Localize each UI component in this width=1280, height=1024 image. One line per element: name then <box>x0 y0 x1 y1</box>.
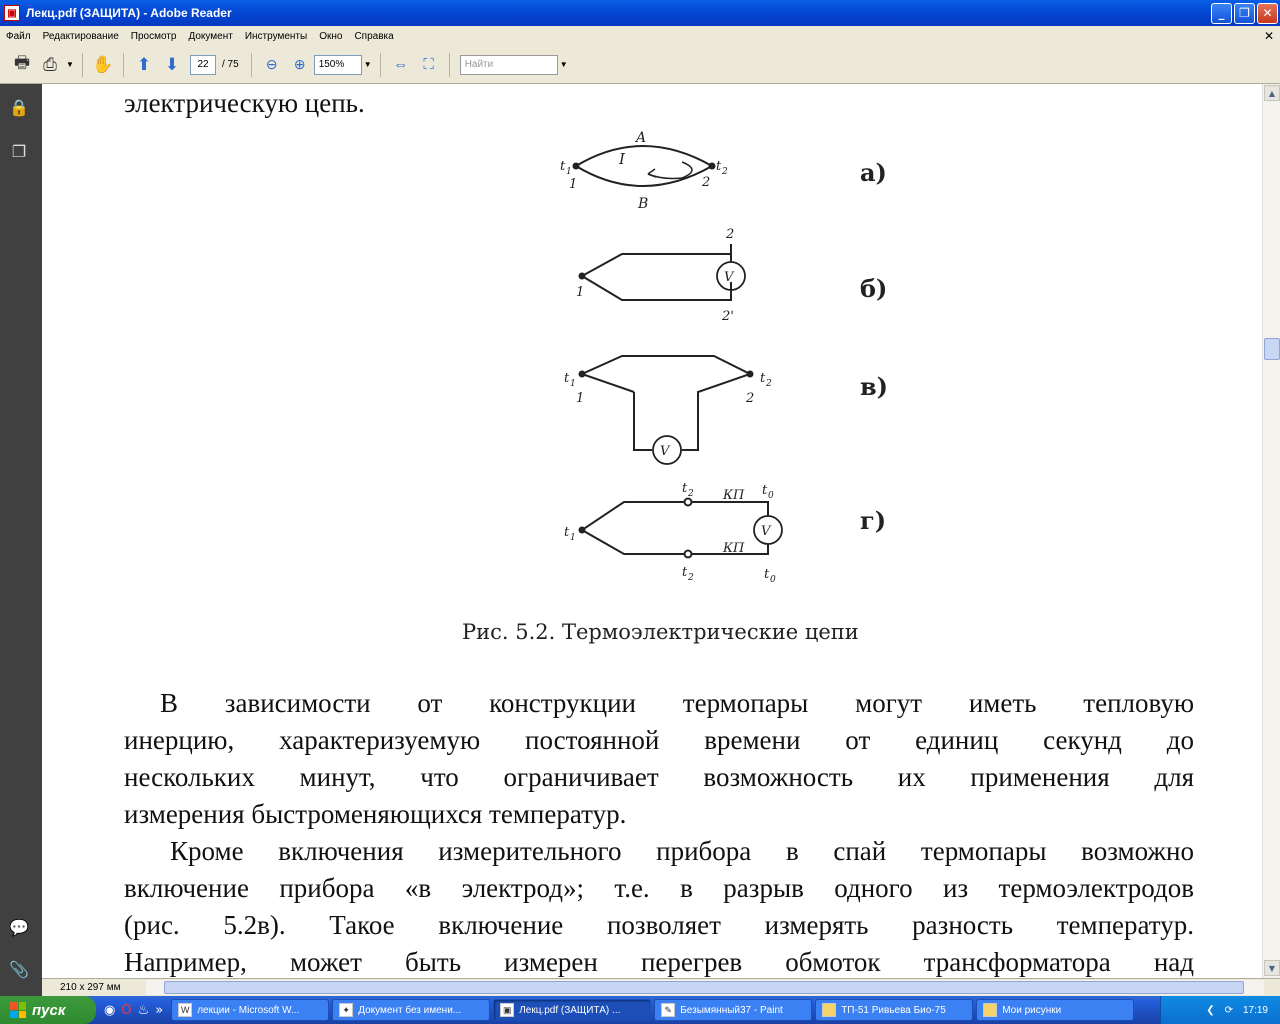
c-sub-1: 1 <box>570 379 576 389</box>
d-label-t0-bottom: t <box>764 567 770 582</box>
b-label-2: 2 <box>726 227 735 242</box>
b-label-V: V <box>724 270 734 285</box>
task-paint[interactable]: ✎ Безымянный37 - Paint <box>654 999 812 1021</box>
export-icon[interactable]: ⎙ <box>43 54 57 74</box>
menu-bar <box>0 26 1280 46</box>
task-folder-tp51[interactable]: ТП-51 Ривьева Био-75 <box>815 999 973 1021</box>
close-button[interactable]: ✕ <box>1257 3 1278 24</box>
c-label-2: 2 <box>746 391 755 406</box>
d-sub-2-bottom: 2 <box>688 573 694 583</box>
tray-expand-icon[interactable]: ❮ <box>1206 1004 1215 1016</box>
separator <box>123 53 124 77</box>
a-sub-2: 2 <box>722 167 728 177</box>
d-label-kp-top: КП <box>723 488 745 503</box>
start-button[interactable] <box>0 996 96 1024</box>
a-label-t1: t <box>560 159 566 174</box>
paragraph-2-line-3: (рис. 5.2в). Такое включение позволяет измерять разность температур. <box>124 910 1194 940</box>
separator <box>82 53 83 77</box>
paragraph-2-line-2: включение прибора «в электрод»; т.е. в разрыв одного из термоэлектродов <box>124 873 1194 903</box>
d-sub-0-top: 0 <box>768 491 774 501</box>
minimize-button[interactable]: _ <box>1211 3 1232 24</box>
c-label-1: 1 <box>576 391 585 406</box>
browser-icon[interactable]: ◉ <box>104 1002 116 1018</box>
opera-icon[interactable]: O <box>121 1002 132 1018</box>
scroll-up-icon[interactable]: ▲ <box>1264 85 1280 101</box>
a-label-2: 2 <box>702 175 711 190</box>
previous-page-icon[interactable]: ⬆ <box>136 54 152 74</box>
a-label-B: B <box>638 196 649 212</box>
comments-icon[interactable]: 💬 <box>9 917 29 937</box>
c-label-V: V <box>660 444 670 459</box>
figure-label-a: а) <box>860 158 887 187</box>
figure-label-d: г) <box>860 506 887 535</box>
menu-file[interactable]: Файл <box>6 30 31 42</box>
vertical-scrollbar[interactable] <box>1262 84 1280 978</box>
task-folder-pictures[interactable]: Мои рисунки <box>976 999 1134 1021</box>
diagram-c <box>564 356 772 464</box>
menu-edit[interactable]: Редактирование <box>42 30 119 42</box>
paragraph-1-line-1: В зависимости от конструкции термопары могут иметь тепловую <box>160 688 1194 718</box>
diagram-b <box>576 227 745 324</box>
next-page-icon[interactable]: ⬇ <box>164 54 180 74</box>
task-word[interactable]: W лекции - Microsoft W... <box>171 999 329 1021</box>
word-icon: W <box>178 1003 192 1017</box>
lock-icon[interactable]: 🔒 <box>9 97 29 117</box>
task-document[interactable]: ✦ Документ без имени... <box>332 999 490 1021</box>
fit-width-icon[interactable]: ⇔ <box>393 56 409 73</box>
c-label-t1: t <box>564 371 570 386</box>
c-label-t2: t <box>760 371 766 386</box>
page-size: 210 x 297 мм <box>60 982 121 993</box>
zoom-in-icon[interactable]: ⊕ <box>293 56 306 72</box>
menu-help[interactable]: Справка <box>354 30 394 42</box>
b-label-2prime: 2' <box>722 309 734 324</box>
clock: 17:19 <box>1242 1004 1268 1016</box>
scroll-down-icon[interactable]: ▼ <box>1264 960 1280 976</box>
zoom-dropdown-icon[interactable]: ▼ <box>363 60 372 69</box>
window-title: Лекц.pdf (ЗАЩИТА) - Adobe Reader <box>26 6 232 20</box>
taskbar <box>0 996 1280 1024</box>
figure-caption: Рис. 5.2. Термоэлектрические цепи <box>462 620 859 644</box>
scroll-thumb[interactable] <box>1264 338 1280 360</box>
figure-label-c: в) <box>860 372 889 401</box>
system-tray <box>1160 996 1280 1024</box>
separator <box>251 53 252 77</box>
task-pdf[interactable]: ▣ Лекц.pdf (ЗАЩИТА) ... <box>493 999 651 1021</box>
folder-icon <box>822 1003 836 1017</box>
figure-label-b: б) <box>860 274 888 303</box>
d-label-t2-top: t <box>682 481 688 496</box>
print-icon[interactable]: 🖶 <box>13 53 31 72</box>
horizontal-scroll-thumb[interactable] <box>164 981 1244 994</box>
d-label-V: V <box>761 524 771 539</box>
page-number-input[interactable]: 22 <box>190 55 216 75</box>
paragraph-1-line-4: измерения быстроменяющихся температур. <box>124 799 627 829</box>
thermocouple-figure <box>42 84 1262 604</box>
d-label-t1: t <box>564 525 570 540</box>
b-label-1: 1 <box>576 285 585 300</box>
menu-window[interactable]: Окно <box>319 30 343 42</box>
d-label-t2-bottom: t <box>682 565 688 580</box>
status-bar <box>42 978 1280 996</box>
paint-icon: ✎ <box>661 1003 675 1017</box>
c-sub-2: 2 <box>766 379 772 389</box>
maximize-button[interactable]: ❐ <box>1234 3 1255 24</box>
diagram-a <box>560 130 728 212</box>
d-label-t0-top: t <box>762 483 768 498</box>
export-dropdown-icon[interactable]: ▼ <box>66 60 74 69</box>
a-label-1: 1 <box>569 177 578 192</box>
find-input[interactable]: Найти <box>460 55 558 75</box>
d-sub-1: 1 <box>570 533 576 543</box>
pages-icon[interactable]: ❐ <box>11 141 27 161</box>
app-launch-icon[interactable]: ♨ <box>137 1002 150 1018</box>
paragraph-2-line-4: Например, может быть измерен перегрев обмоток трансформатора над <box>124 947 1194 977</box>
more-icon[interactable]: » <box>155 1002 164 1018</box>
document-view[interactable] <box>42 84 1262 978</box>
page-total: / 75 <box>222 59 239 70</box>
a-label-t2: t <box>716 159 722 174</box>
a-label-I: I <box>619 150 625 168</box>
start-label: пуск <box>32 1001 66 1019</box>
attachments-icon[interactable]: 📎 <box>9 959 29 979</box>
diagram-d <box>564 481 782 585</box>
zoom-input[interactable]: 150% <box>314 55 362 75</box>
paragraph-1-line-3: нескольких минут, что ограничивает возможность их применения для <box>124 762 1194 792</box>
navigation-panel <box>0 84 42 996</box>
pdf-icon: ▣ <box>500 1003 514 1017</box>
doc-close-icon[interactable]: ✕ <box>1263 29 1274 43</box>
fit-page-icon[interactable]: ⛶ <box>423 56 434 73</box>
paragraph-1 <box>124 685 1194 833</box>
paragraph-2 <box>124 833 1194 978</box>
separator <box>380 53 381 77</box>
separator <box>449 53 450 77</box>
d-sub-2-top: 2 <box>688 489 694 499</box>
title-bar <box>0 0 1280 26</box>
menu-document[interactable]: Документ <box>188 30 233 42</box>
paragraph-2-line-1: Кроме включения измерительного прибора в спай термопары возможно <box>170 836 1194 866</box>
quick-launch <box>104 1003 163 1018</box>
d-sub-0-bottom: 0 <box>770 575 776 585</box>
zoom-out-icon[interactable]: ⊖ <box>265 56 278 72</box>
hand-tool-icon[interactable]: ✋ <box>92 54 114 74</box>
menu-tools[interactable]: Инструменты <box>244 30 308 42</box>
find-dropdown-icon[interactable]: ▼ <box>559 60 568 69</box>
folder-icon <box>983 1003 997 1017</box>
horizontal-scrollbar[interactable] <box>146 980 1264 995</box>
document-icon: ✦ <box>339 1003 353 1017</box>
paragraph-1-line-2: инерцию, характеризуемую постоянной времени от единиц секунд до <box>124 725 1194 755</box>
d-label-kp-bottom: КП <box>723 541 745 556</box>
windows-flag-icon <box>10 1002 26 1018</box>
a-label-A: A <box>636 130 647 146</box>
a-sub-1: 1 <box>566 167 572 177</box>
network-icon[interactable]: ⟳ <box>1224 1004 1233 1016</box>
top-line-text: электрическую цепь. <box>124 88 365 118</box>
adobe-reader-icon: ▣ <box>4 5 20 21</box>
menu-view[interactable]: Просмотр <box>130 30 177 42</box>
toolbar <box>0 46 1280 84</box>
